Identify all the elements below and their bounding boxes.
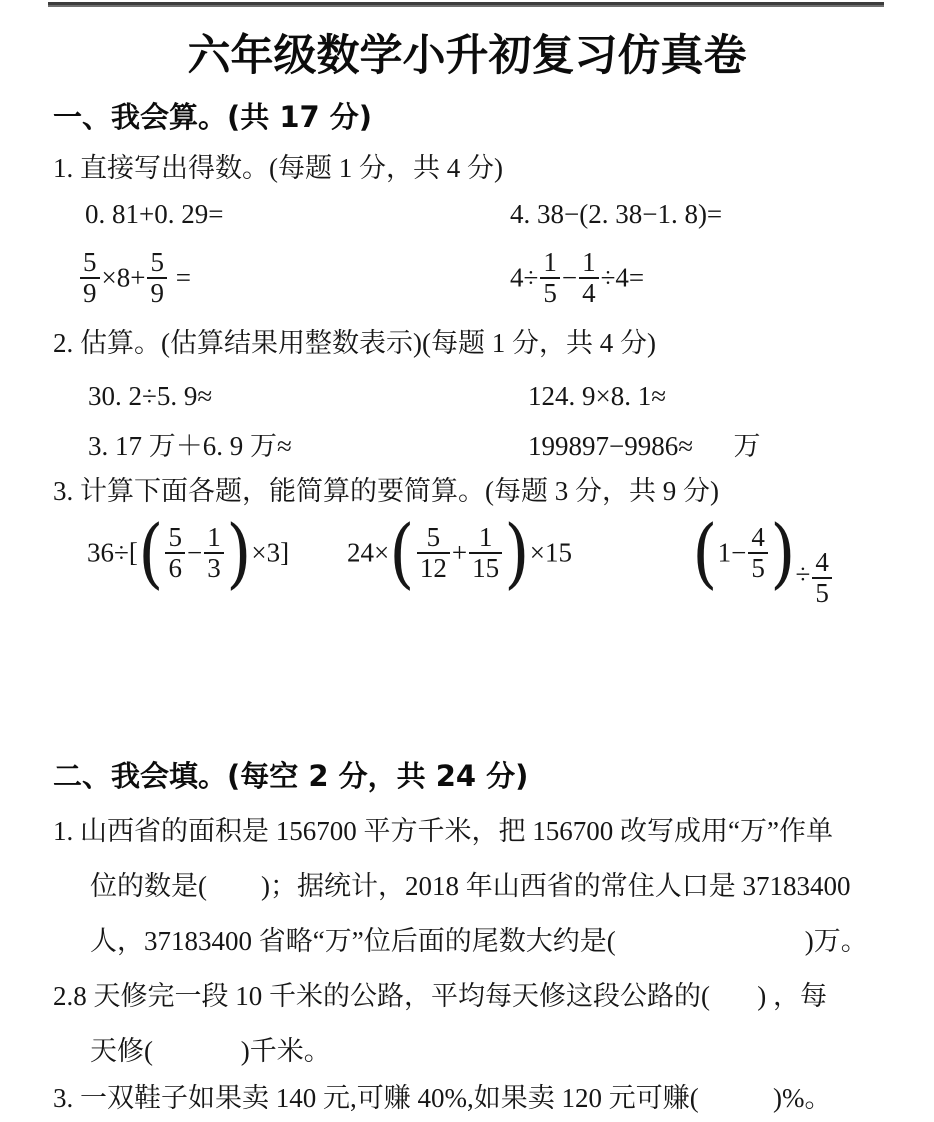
section-two-heading: 二、我会填。(每空 2 分，共 24 分) xyxy=(53,759,529,793)
q2-expr-4: 199897−9986≈ 万 xyxy=(528,431,761,461)
q2-expr-1: 30. 2÷5. 9≈ xyxy=(88,381,213,411)
q1-expr-2: 4. 38−(2. 38−1. 8)= xyxy=(510,199,723,229)
fill-item-2-line-2: 天修( )千米。 xyxy=(90,1036,331,1066)
q3-expr-2: 24×( $\frac{5}{12}$ + $\frac{1}{15}$ )×15 xyxy=(347,508,573,597)
fill-item-1-line-1: 1. 山西省的面积是 156700 平方千米，把 156700 改写成用“万”作单 xyxy=(53,816,833,846)
q1-expr-4: 4÷ $\frac{1}{5}$ − $\frac{1}{4}$ ÷4= xyxy=(510,247,645,309)
answer-space xyxy=(0,625,934,755)
q2-label: 2. 估算。(估算结果用整数表示)(每题 1 分，共 4 分) xyxy=(53,328,656,358)
fill-item-1-line-2: 位的数是( )；据统计，2018 年山西省的常住人口是 37183400 xyxy=(90,871,851,901)
page-title: 六年级数学小升初复习仿真卷 xyxy=(187,31,747,81)
q2-expr-2: 124. 9×8. 1≈ xyxy=(528,381,667,411)
q3-expr-3: (1− $\frac{4}{5}$ )÷ $\frac{4}{5}$ xyxy=(692,518,834,588)
section-one-heading: 一、我会算。(共 17 分) xyxy=(53,100,373,134)
top-rule xyxy=(48,2,884,7)
q1-expr-1: 0. 81+0. 29= xyxy=(85,199,224,229)
q2-expr-3: 3. 17 万＋6. 9 万≈ xyxy=(88,431,292,461)
fill-item-3-line-1: 3. 一双鞋子如果卖 140 元,可赚 40%,如果卖 120 元可赚( )%。 xyxy=(53,1083,832,1113)
q1-label: 1. 直接写出得数。(每题 1 分，共 4 分) xyxy=(53,153,503,183)
q3-expr-1: 36÷[( $\frac{5}{6}$ − $\frac{1}{3}$ )×3] xyxy=(87,508,290,597)
q1-expr-3: $\frac{5}{9}$ ×8+ $\frac{5}{9}$ = xyxy=(78,248,191,308)
fill-item-1-line-3: 人，37183400 省略“万”位后面的尾数大约是( )万。 xyxy=(90,926,868,956)
q3-label: 3. 计算下面各题，能简算的要简算。(每题 3 分，共 9 分) xyxy=(53,476,719,506)
fill-item-2-line-1: 2.8 天修完一段 10 千米的公路，平均每天修这段公路的( ) ，每 xyxy=(53,981,827,1011)
